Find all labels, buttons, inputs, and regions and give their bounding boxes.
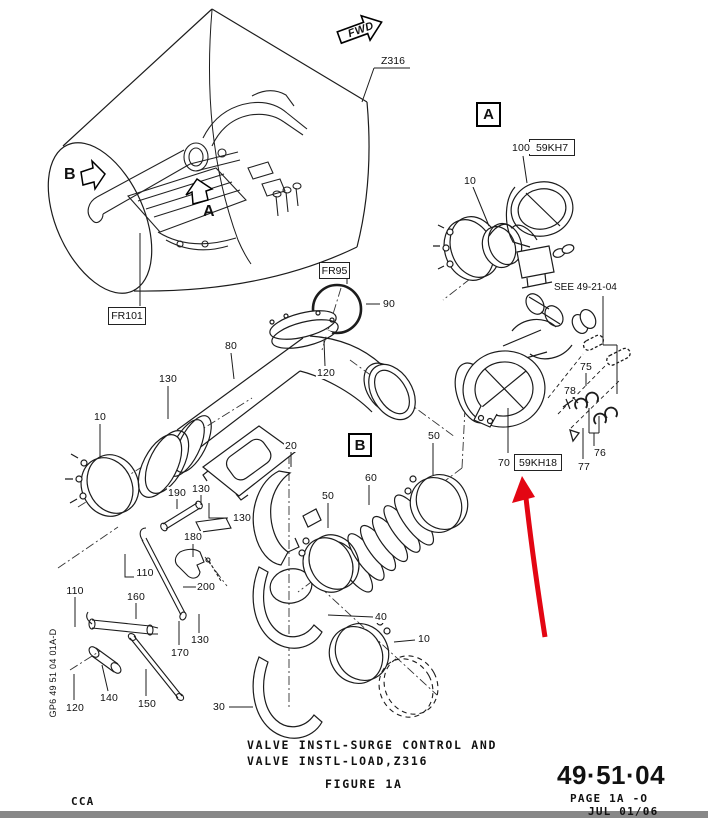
figure-title-line2: VALVE INSTL-LOAD,Z316 xyxy=(247,754,429,768)
part-callout-120: 120 xyxy=(65,702,85,714)
zone-ref-label: Z316 xyxy=(381,55,405,67)
linkage-art xyxy=(87,500,231,702)
pointer-arrow xyxy=(512,476,545,637)
part-callout-190: 190 xyxy=(167,487,187,499)
valve-b-art xyxy=(448,290,620,432)
valve-a-art xyxy=(433,176,578,288)
part-callout-110: 110 xyxy=(136,567,154,579)
part-callout-130: 130 xyxy=(191,483,211,495)
plot-code: GP6 49 51 04 01A-D xyxy=(48,628,58,718)
part-callout-140: 140 xyxy=(99,692,119,704)
engine-art xyxy=(88,91,307,250)
view-a-label: A xyxy=(203,203,215,220)
hardware-art xyxy=(570,334,632,441)
part-callout-130: 130 xyxy=(158,373,178,385)
part-callout-90: 90 xyxy=(382,298,396,310)
part-callout-50: 50 xyxy=(427,430,441,442)
part-callout-130: 130 xyxy=(190,634,210,646)
figure-number-label: FIGURE 1A xyxy=(325,777,403,791)
section-b-marker: B xyxy=(348,433,372,457)
part-callout-150: 150 xyxy=(137,698,157,710)
page-number-label: PAGE 1A -O xyxy=(570,792,649,805)
chapter-section-number: 49·51·04 xyxy=(557,760,666,790)
part-callout-180: 180 xyxy=(183,531,203,543)
section-a-marker: A xyxy=(476,102,501,127)
part-callout-170: 170 xyxy=(170,647,190,659)
part-callout-160: 160 xyxy=(126,591,146,603)
part-callout-110: 110 xyxy=(66,585,84,597)
part-callout-100: 100 xyxy=(511,142,531,154)
part-callout-70: 70 xyxy=(497,457,511,469)
cca-label: CCA xyxy=(71,795,95,808)
duct-80-art xyxy=(147,305,425,488)
part-callout-80: 80 xyxy=(224,340,238,352)
part-callout-78: 78 xyxy=(563,385,577,397)
view-a-arrow-icon xyxy=(186,179,212,204)
part-callout-77: 77 xyxy=(577,461,591,473)
frame-ref-fr101: FR101 xyxy=(108,307,146,325)
equipment-ref-59kh18: 59KH18 xyxy=(514,454,562,471)
fwd-label: FWD xyxy=(346,19,376,41)
part-callout-200: 200 xyxy=(196,581,216,593)
view-b-arrow-icon xyxy=(81,161,105,189)
part-callout-76: 76 xyxy=(593,447,607,459)
part-callout-75: 75 xyxy=(579,361,593,373)
part-callout-10: 10 xyxy=(463,175,477,187)
figure-title-line1: VALVE INSTL-SURGE CONTROL AND xyxy=(247,738,498,752)
panel-art xyxy=(203,426,295,500)
part-callout-120: 120 xyxy=(316,367,336,379)
part-callout-40: 40 xyxy=(374,611,388,623)
part-callout-130: 130 xyxy=(232,512,252,524)
equipment-ref-59kh7: 59KH7 xyxy=(529,139,575,156)
part-callout-60: 60 xyxy=(364,472,378,484)
revision-date-label: JUL 01/06 xyxy=(588,805,659,818)
part-callout-10: 10 xyxy=(417,633,431,645)
section-b-art xyxy=(253,466,477,739)
part-callout-10: 10 xyxy=(93,411,107,423)
view-b-label: B xyxy=(64,166,76,183)
part-callout-20: 20 xyxy=(284,440,298,452)
nacelle-outline xyxy=(27,9,410,309)
part-callout-30: 30 xyxy=(212,701,226,713)
frame-ref-fr95: FR95 xyxy=(319,262,350,279)
part-callout-50: 50 xyxy=(321,490,335,502)
see-reference: SEE 49-21-04 xyxy=(554,282,617,293)
